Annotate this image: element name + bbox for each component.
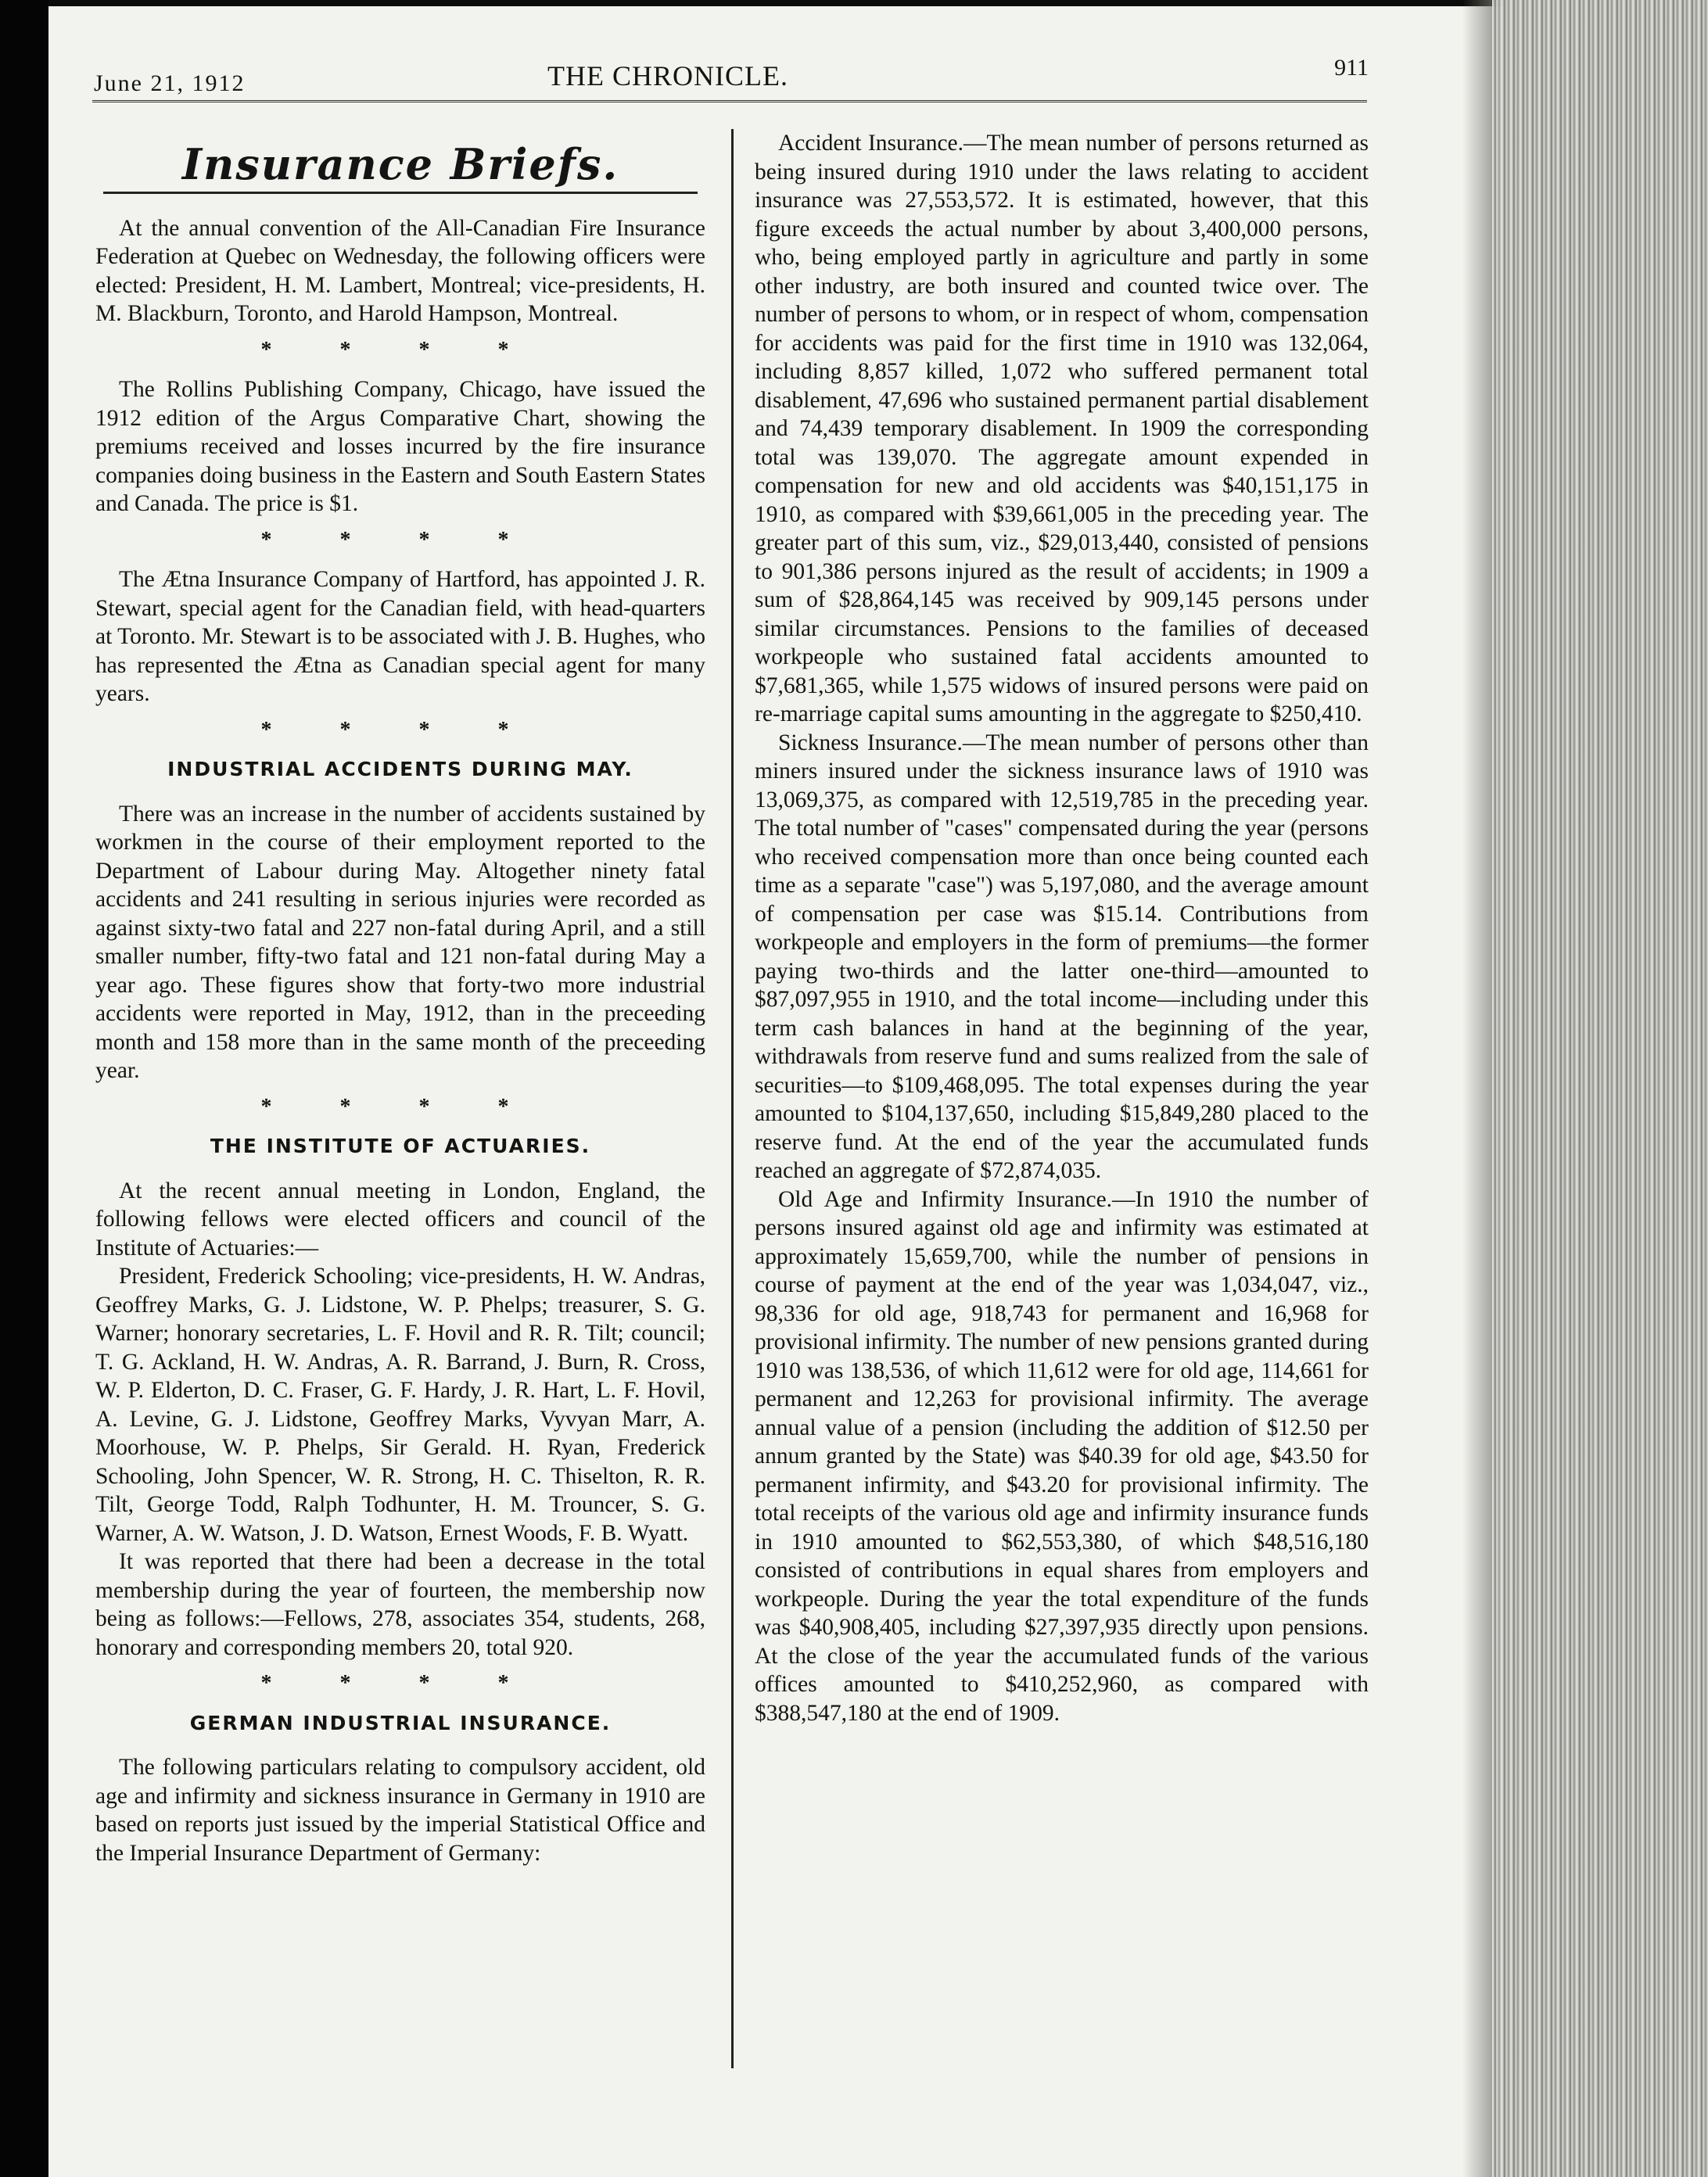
issue-date: June 21, 1912 bbox=[94, 70, 246, 96]
article-heading: THE INSTITUTE OF ACTUARIES. bbox=[210, 1135, 591, 1157]
book-page-stack bbox=[1492, 0, 1708, 2177]
masthead-rule bbox=[103, 192, 698, 194]
section-separator: * * * * bbox=[260, 337, 540, 362]
article-paragraph: President, Frederick Schooling; vice-presidents, H. W. Andras, Geoffrey Marks, G. J. Lidstone, W. P. Phelps; treasurer, S. G. Warner; honorary secretaries, L. F. Hovil and R. R. Tilt; council; T. G. Ackland, H. W. Andras, A. R. Barrand, J. Burn, R. Cross, W. P. Elderton, D. C. Fraser, G. F. Hardy, J. R. Hart, L. F. Hovil, A. Levine, G. J. Lidstone, Geoffrey Marks, Vyvyan Marr, A. Moorhouse, W. P. Phelps, Sir Gerald. H. Ryan, Frederick Schooling, John Spencer, W. R. Strong, H. C. Thiselton, R. R. Tilt, George Todd, Ralph Todhunter, H. M. Trouncer, S. G. Warner, A. W. Watson, J. D. Watson, Ernest Woods, F. B. Wyatt. bbox=[95, 1264, 705, 1546]
article-paragraph: At the recent annual meeting in London, England, the following fellows were elected officers and council of the Institute of Actuaries:— bbox=[95, 1178, 705, 1261]
brief-paragraph: The Rollins Publishing Company, Chicago, have issued the 1912 edition of the Argus Comparative Chart, showing the premiums received and losses incurred by the fire insurance companies doing business in the Eastern and South Eastern States and Canada. The price is $1. bbox=[95, 377, 705, 516]
column-divider bbox=[731, 129, 734, 2068]
article-paragraph: Sickness Insurance.—The mean number of persons other than miners insured under the sickness insurance laws of 1910 was 13,069,375, as compared with 12,519,785 in the preceding year. The total number of "cases" compensated during the year (persons who received compensation more than once being counted each time as a separate "case") was 5,197,080, and the average amount of compensation per case was $15.14. Contributions from workpeople and employers in the form of premiums—the former paying two-thirds and the latter one-third—amounted to $87,097,955 in 1910, and the total income—including under this term cash balances in hand at the beginning of the year, withdrawals from reserve fund and sums realized from the sale of securities—to $109,468,095. The total expenses during the year amounted to $104,137,650, including $15,849,280 placed to the reserve fund. At the end of the year the accumulated funds reached an aggregate of $72,874,035. bbox=[755, 730, 1369, 1183]
page-number: 911 bbox=[1334, 55, 1369, 81]
section-separator: * * * * bbox=[260, 1671, 540, 1695]
header-rule bbox=[92, 100, 1367, 102]
section-separator: * * * * bbox=[260, 717, 540, 742]
publication-title: THE CHRONICLE. bbox=[547, 60, 788, 91]
article-paragraph: It was reported that there had been a decrease in the total membership during the year of fourteen, the membership now being as follows:—Fellows, 278, associates 354, students, 268, honorary and corresponding members 20, total 920. bbox=[95, 1549, 705, 1660]
article-paragraph: Accident Insurance.—The mean number of persons returned as being insured during 1910 under the laws relating to accident insurance was 27,553,572. It is estimated, however, that this figure exceeds the actual number by about 3,400,000 persons, who, being employed partly in agriculture and partly in some other industry, are both insured and counted twice over. The number of persons to whom, or in respect of whom, compensation for accidents was paid for the first time in 1910 was 132,064, including 8,857 killed, 1,072 who suffered permanent total disablement, 47,696 who sustained permanent partial disablement and 74,439 temporary disablement. In 1909 the corresponding total was 139,070. The aggregate amount expended in compensation for new and old accidents was $40,151,175 in 1910, as compared with $39,661,005 in the preceding year. The greater part of this sum, viz., $29,013,440, consisted of pensions to 901,386 persons injured as the result of accidents; in 1909 a sum of $28,864,145 was received by 909,145 persons under similar circumstances. Pensions to the families of deceased workpeople who sustained fatal accidents amounted to $7,681,365, while 1,575 widows of insured persons were paid on re-marriage capital sums amounting in the aggregate to $250,410. bbox=[755, 131, 1369, 726]
section-separator: * * * * bbox=[260, 527, 540, 552]
brief-paragraph: The Ætna Insurance Company of Hartford, has appointed J. R. Stewart, special agent for the Canadian field, with head-quarters at Toronto. Mr. Stewart is to be associated with J. B. Hughes, who has represented the Ætna as Canadian special agent for many years. bbox=[95, 567, 705, 706]
left-page-edge bbox=[0, 0, 48, 2177]
left-column bbox=[95, 141, 705, 1867]
article-heading: GERMAN INDUSTRIAL INSURANCE. bbox=[189, 1711, 612, 1734]
section-masthead: Insurance Briefs. bbox=[181, 139, 619, 189]
article-paragraph: There was an increase in the number of accidents sustained by workmen in the course of their employment reported to the Department of Labour during May. Altogether ninety fatal accidents and 241 resulting in serious injuries were recorded as against sixty-two fatal and 227 non-fatal during April, and a still smaller number, fifty-two fatal and 121 non-fatal during May a year ago. These figures show that forty-two more industrial accidents were reported in May, 1912, than in the preceeding month and 158 more than in the same month of the preceeding year. bbox=[95, 801, 705, 1083]
section-separator: * * * * bbox=[260, 1094, 540, 1119]
right-column bbox=[755, 129, 1369, 1727]
running-header bbox=[94, 55, 1369, 102]
article-paragraph: Old Age and Infirmity Insurance.—In 1910 the number of persons insured against old age and infirmity was estimated at approximately 15,659,700, while the number of pensions in course of payment at the end of the year was 1,034,047, viz., 98,336 for old age, 918,743 for permanent and 16,968 for provisional infirmity. The number of new pensions granted during 1910 was 138,536, of which 11,612 were for old age, 114,661 for permanent and 12,263 for provisional infirmity. The average annual value of a pension (including the addition of $12.50 per annum granted by the State) was $40.39 for old age, $43.50 for permanent infirmity, and $43.20 for provisional infirmity. The total receipts of the various old age and infirmity insurance funds in 1910 amounted to $62,553,380, of which $48,516,180 consisted of contributions in equal shares from employers and workpeople. During the year the total expenditure of the funds was $40,908,405, including $27,397,935 directly upon pensions. At the close of the year the accumulated funds of the various offices amounted to $410,252,960, as compared with $388,547,180 at the end of 1909. bbox=[755, 1186, 1369, 1726]
article-paragraph: The following particulars relating to compulsory accident, old age and infirmity and sickness insurance in Germany in 1910 are based on reports just issued by the imperial Statistical Office and the Imperial Insurance Department of Germany: bbox=[95, 1755, 705, 1866]
article-heading: INDUSTRIAL ACCIDENTS DURING MAY. bbox=[167, 758, 633, 780]
brief-paragraph: At the annual convention of the All-Canadian Fire Insurance Federation at Quebec on Wednesday, the following officers were elected: President, H. M. Lambert, Montreal; vice-presidents, H. M. Blackburn, Toronto, and Harold Hampson, Montreal. bbox=[95, 215, 705, 326]
